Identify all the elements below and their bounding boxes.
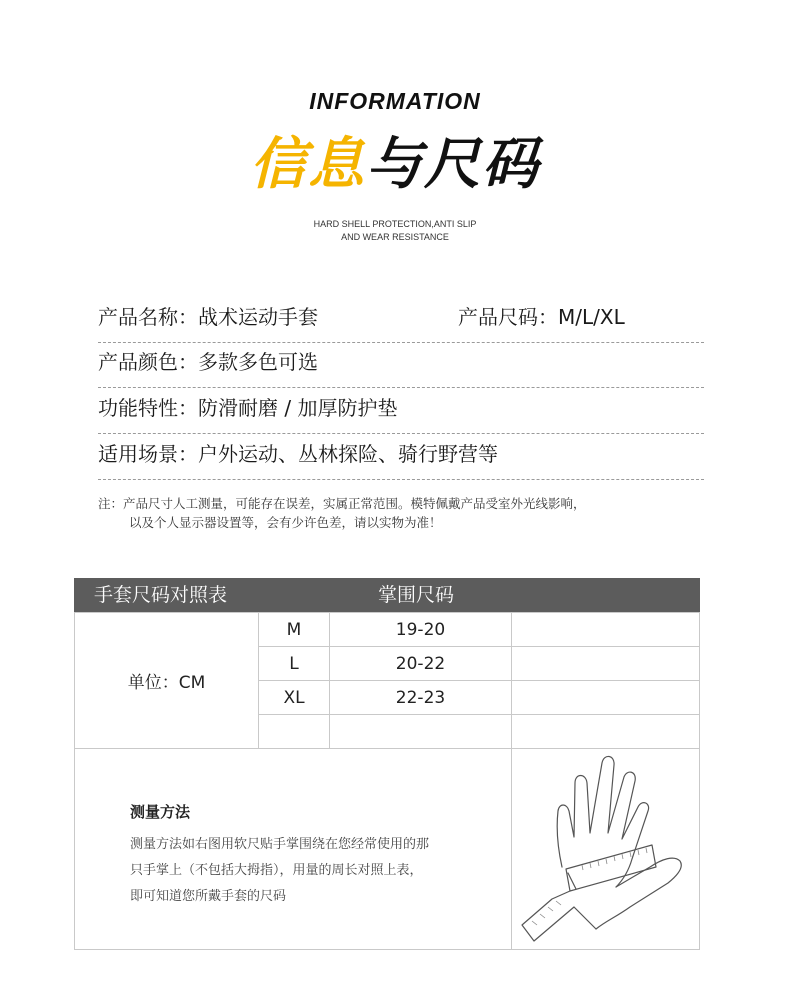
size-cell-m xyxy=(258,612,330,647)
note-line-2: 以及个人显示器设置等，会有少许色差，请以实物为准！ xyxy=(129,515,442,530)
info-row-name xyxy=(98,297,704,343)
size-label: M xyxy=(286,619,302,640)
title-chinese xyxy=(0,130,790,200)
palm-cell-xl xyxy=(329,680,512,715)
size-table-header xyxy=(74,578,700,612)
size-table-col-header: 掌围尺码 xyxy=(378,584,455,606)
size-label: L xyxy=(289,653,299,674)
info-row-color xyxy=(98,342,704,388)
disclaimer-note xyxy=(98,494,586,532)
method-line-3: 即可知道您所戴手套的尺码 xyxy=(130,889,287,904)
subtitle-line-1: HARD SHELL PROTECTION,ANTI SLIP xyxy=(313,219,477,229)
info-row-scene xyxy=(98,434,704,480)
product-color: 产品颜色：多款多色可选 xyxy=(98,350,318,374)
product-scene: 适用场景：户外运动、丛林探险、骑行野营等 xyxy=(98,442,498,466)
unit-cell xyxy=(74,612,259,749)
product-name: 产品名称：战术运动手套 xyxy=(98,305,318,329)
product-size: 产品尺码：M/L/XL xyxy=(458,305,625,329)
method-line-1: 测量方法如右图用软尺贴手掌围绕在您经常使用的那 xyxy=(130,837,430,852)
note-line-1: 注：产品尺寸人工测量，可能存在误差，实属正常范围。模特佩戴产品受室外光线影响， xyxy=(98,496,586,511)
title-english: INFORMATION xyxy=(309,88,481,114)
palm-cell-m xyxy=(329,612,512,647)
size-label: XL xyxy=(283,687,305,708)
unit-label: 单位：CM xyxy=(127,673,206,693)
size-table-title: 手套尺码对照表 xyxy=(94,584,228,606)
empty-cell xyxy=(511,612,700,647)
palm-value: 20-22 xyxy=(395,653,446,674)
info-row-function xyxy=(98,388,704,434)
palm-value: 22-23 xyxy=(395,687,446,708)
title-chinese-highlight: 信息 xyxy=(250,132,366,197)
subtitle-line-2: AND WEAR RESISTANCE xyxy=(341,232,449,242)
empty-cell xyxy=(511,646,700,681)
method-title: 测量方法 xyxy=(130,803,191,821)
empty-cell xyxy=(511,680,700,715)
subtitle xyxy=(0,218,790,244)
method-line-2: 只手掌上（不包括大拇指），用量的周长对照上表， xyxy=(130,863,423,878)
product-function: 功能特性：防滑耐磨 / 加厚防护垫 xyxy=(98,396,398,420)
size-cell-xl xyxy=(258,680,330,715)
empty-cell xyxy=(511,714,700,749)
palm-value: 19-20 xyxy=(395,619,446,640)
size-cell-l xyxy=(258,646,330,681)
empty-cell xyxy=(329,714,512,749)
title-chinese-rest: 与尺码 xyxy=(366,132,540,197)
hand-measure-icon xyxy=(512,749,699,949)
palm-cell-l xyxy=(329,646,512,681)
method-description xyxy=(130,832,490,910)
empty-cell xyxy=(258,714,330,749)
